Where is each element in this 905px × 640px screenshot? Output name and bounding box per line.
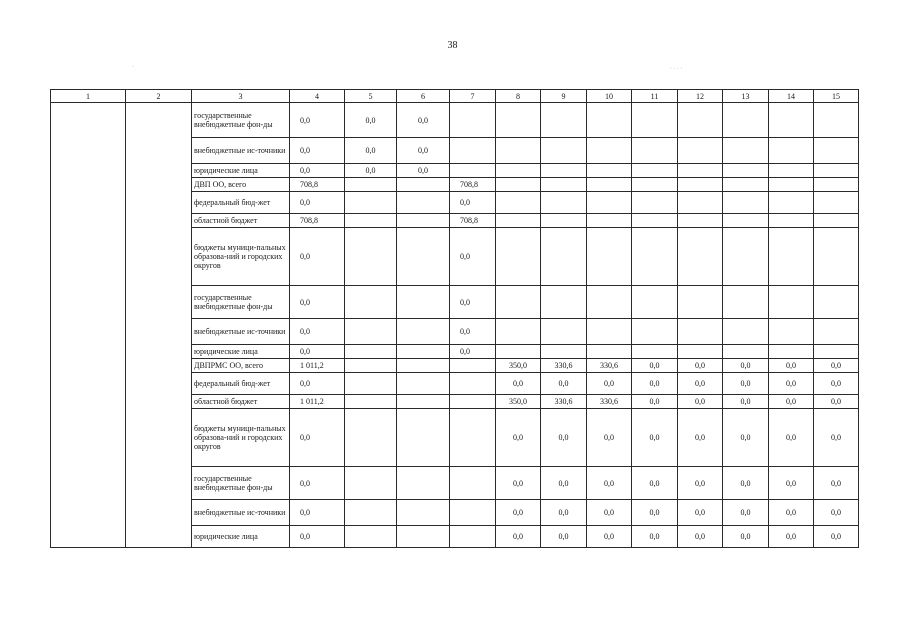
cell-c4: 0,0 <box>290 373 345 395</box>
cell-c6: 0,0 <box>397 138 450 164</box>
row-label: федеральный бюд-жет <box>192 192 290 214</box>
cell-c6 <box>397 319 450 345</box>
cell-c4: 708,8 <box>290 214 345 228</box>
cell-c8: 350,0 <box>496 359 541 373</box>
header-cell: 2 <box>126 90 192 103</box>
cell-c7 <box>450 373 496 395</box>
merged-cell-col2 <box>126 103 192 548</box>
cell-c10: 330,6 <box>587 395 632 409</box>
cell-c4: 0,0 <box>290 192 345 214</box>
cell-c13 <box>723 164 769 178</box>
header-cell: 14 <box>769 90 814 103</box>
cell-c15: 0,0 <box>814 500 859 526</box>
cell-c7 <box>450 138 496 164</box>
cell-c7 <box>450 500 496 526</box>
cell-c11 <box>632 345 678 359</box>
cell-c4: 0,0 <box>290 103 345 138</box>
cell-c6 <box>397 409 450 467</box>
row-label: ДВП ОО, всего <box>192 178 290 192</box>
cell-c6 <box>397 526 450 548</box>
page-number: 38 <box>447 40 458 51</box>
cell-c10 <box>587 345 632 359</box>
cell-c6 <box>397 214 450 228</box>
cell-c12 <box>678 103 723 138</box>
cell-c14: 0,0 <box>769 359 814 373</box>
cell-c5 <box>345 345 397 359</box>
cell-c9 <box>541 319 587 345</box>
cell-c5 <box>345 228 397 286</box>
row-label: областной бюджет <box>192 214 290 228</box>
header-cell: 15 <box>814 90 859 103</box>
cell-c14 <box>769 103 814 138</box>
header-cell: 9 <box>541 90 587 103</box>
cell-c11 <box>632 138 678 164</box>
cell-c4: 1 011,2 <box>290 359 345 373</box>
cell-c12 <box>678 178 723 192</box>
cell-c7: 708,8 <box>450 214 496 228</box>
row-label: ДВПРМС ОО, всего <box>192 359 290 373</box>
cell-c13: 0,0 <box>723 359 769 373</box>
cell-c10 <box>587 103 632 138</box>
cell-c13 <box>723 228 769 286</box>
cell-c15 <box>814 138 859 164</box>
cell-c4: 1 011,2 <box>290 395 345 409</box>
header-cell: 5 <box>345 90 397 103</box>
cell-c7: 0,0 <box>450 345 496 359</box>
header-cell: 7 <box>450 90 496 103</box>
cell-c10: 0,0 <box>587 526 632 548</box>
cell-c11 <box>632 214 678 228</box>
cell-c11: 0,0 <box>632 526 678 548</box>
cell-c7 <box>450 467 496 500</box>
cell-c11: 0,0 <box>632 467 678 500</box>
cell-c5: 0,0 <box>345 164 397 178</box>
cell-c4: 0,0 <box>290 409 345 467</box>
cell-c7: 0,0 <box>450 192 496 214</box>
merged-cell-col1 <box>51 103 126 548</box>
cell-c13: 0,0 <box>723 395 769 409</box>
cell-c14 <box>769 164 814 178</box>
cell-c8: 0,0 <box>496 373 541 395</box>
cell-c15: 0,0 <box>814 373 859 395</box>
cell-c9 <box>541 228 587 286</box>
cell-c13 <box>723 345 769 359</box>
cell-c14: 0,0 <box>769 373 814 395</box>
cell-c10: 0,0 <box>587 500 632 526</box>
row-label: юридические лица <box>192 164 290 178</box>
cell-c4: 0,0 <box>290 164 345 178</box>
cell-c11 <box>632 319 678 345</box>
cell-c8: 0,0 <box>496 526 541 548</box>
row-label: бюджеты муници-пальных образова-ний и городских округов <box>192 228 290 286</box>
cell-c5 <box>345 286 397 319</box>
cell-c4: 0,0 <box>290 138 345 164</box>
cell-c9 <box>541 178 587 192</box>
cell-c10 <box>587 192 632 214</box>
cell-c14 <box>769 192 814 214</box>
cell-c5 <box>345 395 397 409</box>
row-label: государственные внебюджетные фон-ды <box>192 467 290 500</box>
cell-c9: 330,6 <box>541 359 587 373</box>
cell-c5 <box>345 409 397 467</box>
cell-c4: 0,0 <box>290 467 345 500</box>
cell-c8: 0,0 <box>496 500 541 526</box>
cell-c14 <box>769 214 814 228</box>
header-cell: 4 <box>290 90 345 103</box>
cell-c15 <box>814 228 859 286</box>
cell-c10: 0,0 <box>587 373 632 395</box>
cell-c4: 0,0 <box>290 319 345 345</box>
cell-c13 <box>723 138 769 164</box>
cell-c4: 0,0 <box>290 526 345 548</box>
cell-c5 <box>345 359 397 373</box>
cell-c6 <box>397 228 450 286</box>
cell-c13: 0,0 <box>723 373 769 395</box>
cell-c5 <box>345 500 397 526</box>
cell-c7: 0,0 <box>450 319 496 345</box>
cell-c4: 0,0 <box>290 286 345 319</box>
cell-c7 <box>450 164 496 178</box>
cell-c10 <box>587 138 632 164</box>
cell-c7 <box>450 359 496 373</box>
cell-c14: 0,0 <box>769 500 814 526</box>
cell-c8: 350,0 <box>496 395 541 409</box>
cell-c10 <box>587 178 632 192</box>
cell-c10 <box>587 214 632 228</box>
cell-c8 <box>496 319 541 345</box>
cell-c5 <box>345 526 397 548</box>
cell-c8 <box>496 286 541 319</box>
cell-c12 <box>678 164 723 178</box>
cell-c7: 0,0 <box>450 286 496 319</box>
cell-c15 <box>814 286 859 319</box>
cell-c5 <box>345 319 397 345</box>
cell-c14: 0,0 <box>769 467 814 500</box>
row-label: внебюджетные ис-точники <box>192 138 290 164</box>
header-cell: 8 <box>496 90 541 103</box>
cell-c15: 0,0 <box>814 359 859 373</box>
cell-c9: 0,0 <box>541 526 587 548</box>
cell-c15 <box>814 103 859 138</box>
cell-c11: 0,0 <box>632 359 678 373</box>
cell-c12 <box>678 138 723 164</box>
cell-c8 <box>496 345 541 359</box>
cell-c12 <box>678 192 723 214</box>
cell-c7 <box>450 395 496 409</box>
cell-c11: 0,0 <box>632 409 678 467</box>
cell-c14 <box>769 178 814 192</box>
header-cell: 3 <box>192 90 290 103</box>
cell-c13 <box>723 319 769 345</box>
cell-c13 <box>723 214 769 228</box>
cell-c8 <box>496 103 541 138</box>
cell-c5: 0,0 <box>345 138 397 164</box>
cell-c7: 708,8 <box>450 178 496 192</box>
cell-c12: 0,0 <box>678 500 723 526</box>
cell-c15: 0,0 <box>814 395 859 409</box>
cell-c11: 0,0 <box>632 373 678 395</box>
cell-c4: 0,0 <box>290 500 345 526</box>
row-label: государственные внебюджетные фон-ды <box>192 286 290 319</box>
cell-c6 <box>397 286 450 319</box>
row-label: юридические лица <box>192 345 290 359</box>
cell-c5 <box>345 178 397 192</box>
cell-c13: 0,0 <box>723 409 769 467</box>
row-label: федеральный бюд-жет <box>192 373 290 395</box>
cell-c12: 0,0 <box>678 409 723 467</box>
cell-c15 <box>814 178 859 192</box>
cell-c8 <box>496 192 541 214</box>
cell-c9 <box>541 103 587 138</box>
cell-c6: 0,0 <box>397 103 450 138</box>
cell-c10: 330,6 <box>587 359 632 373</box>
cell-c11: 0,0 <box>632 395 678 409</box>
cell-c6 <box>397 395 450 409</box>
cell-c9 <box>541 286 587 319</box>
cell-c14 <box>769 286 814 319</box>
cell-c11 <box>632 103 678 138</box>
cell-c14: 0,0 <box>769 395 814 409</box>
cell-c12 <box>678 214 723 228</box>
cell-c13: 0,0 <box>723 526 769 548</box>
cell-c6: 0,0 <box>397 164 450 178</box>
cell-c5 <box>345 192 397 214</box>
table-header-row <box>51 90 859 103</box>
cell-c12: 0,0 <box>678 395 723 409</box>
cell-c13: 0,0 <box>723 467 769 500</box>
cell-c6 <box>397 192 450 214</box>
cell-c15: 0,0 <box>814 526 859 548</box>
cell-c9: 330,6 <box>541 395 587 409</box>
cell-c6 <box>397 359 450 373</box>
cell-c9 <box>541 164 587 178</box>
row-label: государственные внебюджетные фон-ды <box>192 103 290 138</box>
cell-c12 <box>678 345 723 359</box>
cell-c15 <box>814 214 859 228</box>
cell-c10: 0,0 <box>587 467 632 500</box>
cell-c11 <box>632 164 678 178</box>
cell-c5 <box>345 467 397 500</box>
cell-c9 <box>541 345 587 359</box>
cell-c14 <box>769 319 814 345</box>
cell-c12: 0,0 <box>678 359 723 373</box>
row-label: внебюджетные ис-точники <box>192 500 290 526</box>
cell-c15 <box>814 164 859 178</box>
scan-artifact: · <box>132 64 134 70</box>
cell-c11 <box>632 192 678 214</box>
cell-c4: 0,0 <box>290 228 345 286</box>
cell-c11 <box>632 228 678 286</box>
cell-c11 <box>632 178 678 192</box>
cell-c10 <box>587 319 632 345</box>
cell-c12 <box>678 319 723 345</box>
cell-c4: 0,0 <box>290 345 345 359</box>
cell-c13: 0,0 <box>723 500 769 526</box>
cell-c14: 0,0 <box>769 526 814 548</box>
cell-c10: 0,0 <box>587 409 632 467</box>
cell-c13 <box>723 286 769 319</box>
cell-c5 <box>345 373 397 395</box>
cell-c8: 0,0 <box>496 467 541 500</box>
cell-c13 <box>723 103 769 138</box>
cell-c8: 0,0 <box>496 409 541 467</box>
cell-c8 <box>496 178 541 192</box>
cell-c12: 0,0 <box>678 467 723 500</box>
header-cell: 10 <box>587 90 632 103</box>
cell-c14: 0,0 <box>769 409 814 467</box>
cell-c8 <box>496 214 541 228</box>
cell-c14 <box>769 345 814 359</box>
cell-c15 <box>814 192 859 214</box>
cell-c15 <box>814 319 859 345</box>
cell-c9: 0,0 <box>541 500 587 526</box>
cell-c6 <box>397 500 450 526</box>
header-cell: 13 <box>723 90 769 103</box>
cell-c8 <box>496 138 541 164</box>
cell-c7 <box>450 526 496 548</box>
cell-c6 <box>397 467 450 500</box>
header-cell: 11 <box>632 90 678 103</box>
cell-c15: 0,0 <box>814 409 859 467</box>
cell-c9 <box>541 192 587 214</box>
cell-c15 <box>814 345 859 359</box>
row-label: внебюджетные ис-точники <box>192 319 290 345</box>
cell-c7: 0,0 <box>450 228 496 286</box>
header-cell: 1 <box>51 90 126 103</box>
cell-c8 <box>496 164 541 178</box>
cell-c12: 0,0 <box>678 526 723 548</box>
cell-c6 <box>397 178 450 192</box>
cell-c9: 0,0 <box>541 409 587 467</box>
cell-c9 <box>541 214 587 228</box>
cell-c6 <box>397 345 450 359</box>
cell-c9: 0,0 <box>541 467 587 500</box>
cell-c10 <box>587 164 632 178</box>
cell-c10 <box>587 286 632 319</box>
cell-c12 <box>678 286 723 319</box>
cell-c9 <box>541 138 587 164</box>
cell-c11 <box>632 286 678 319</box>
cell-c6 <box>397 373 450 395</box>
row-label: бюджеты муници-пальных образова-ний и городских округов <box>192 409 290 467</box>
cell-c4: 708,8 <box>290 178 345 192</box>
cell-c15: 0,0 <box>814 467 859 500</box>
row-label: юридические лица <box>192 526 290 548</box>
row-label: областной бюджет <box>192 395 290 409</box>
header-cell: 12 <box>678 90 723 103</box>
cell-c5 <box>345 214 397 228</box>
cell-c12: 0,0 <box>678 373 723 395</box>
cell-c5: 0,0 <box>345 103 397 138</box>
cell-c13 <box>723 178 769 192</box>
cell-c14 <box>769 138 814 164</box>
cell-c7 <box>450 409 496 467</box>
table-row <box>51 103 859 138</box>
cell-c7 <box>450 103 496 138</box>
budget-table <box>50 89 859 548</box>
cell-c12 <box>678 228 723 286</box>
cell-c10 <box>587 228 632 286</box>
cell-c14 <box>769 228 814 286</box>
cell-c9: 0,0 <box>541 373 587 395</box>
cell-c13 <box>723 192 769 214</box>
header-cell: 6 <box>397 90 450 103</box>
scan-artifact: · · · · <box>670 66 683 72</box>
cell-c11: 0,0 <box>632 500 678 526</box>
cell-c8 <box>496 228 541 286</box>
